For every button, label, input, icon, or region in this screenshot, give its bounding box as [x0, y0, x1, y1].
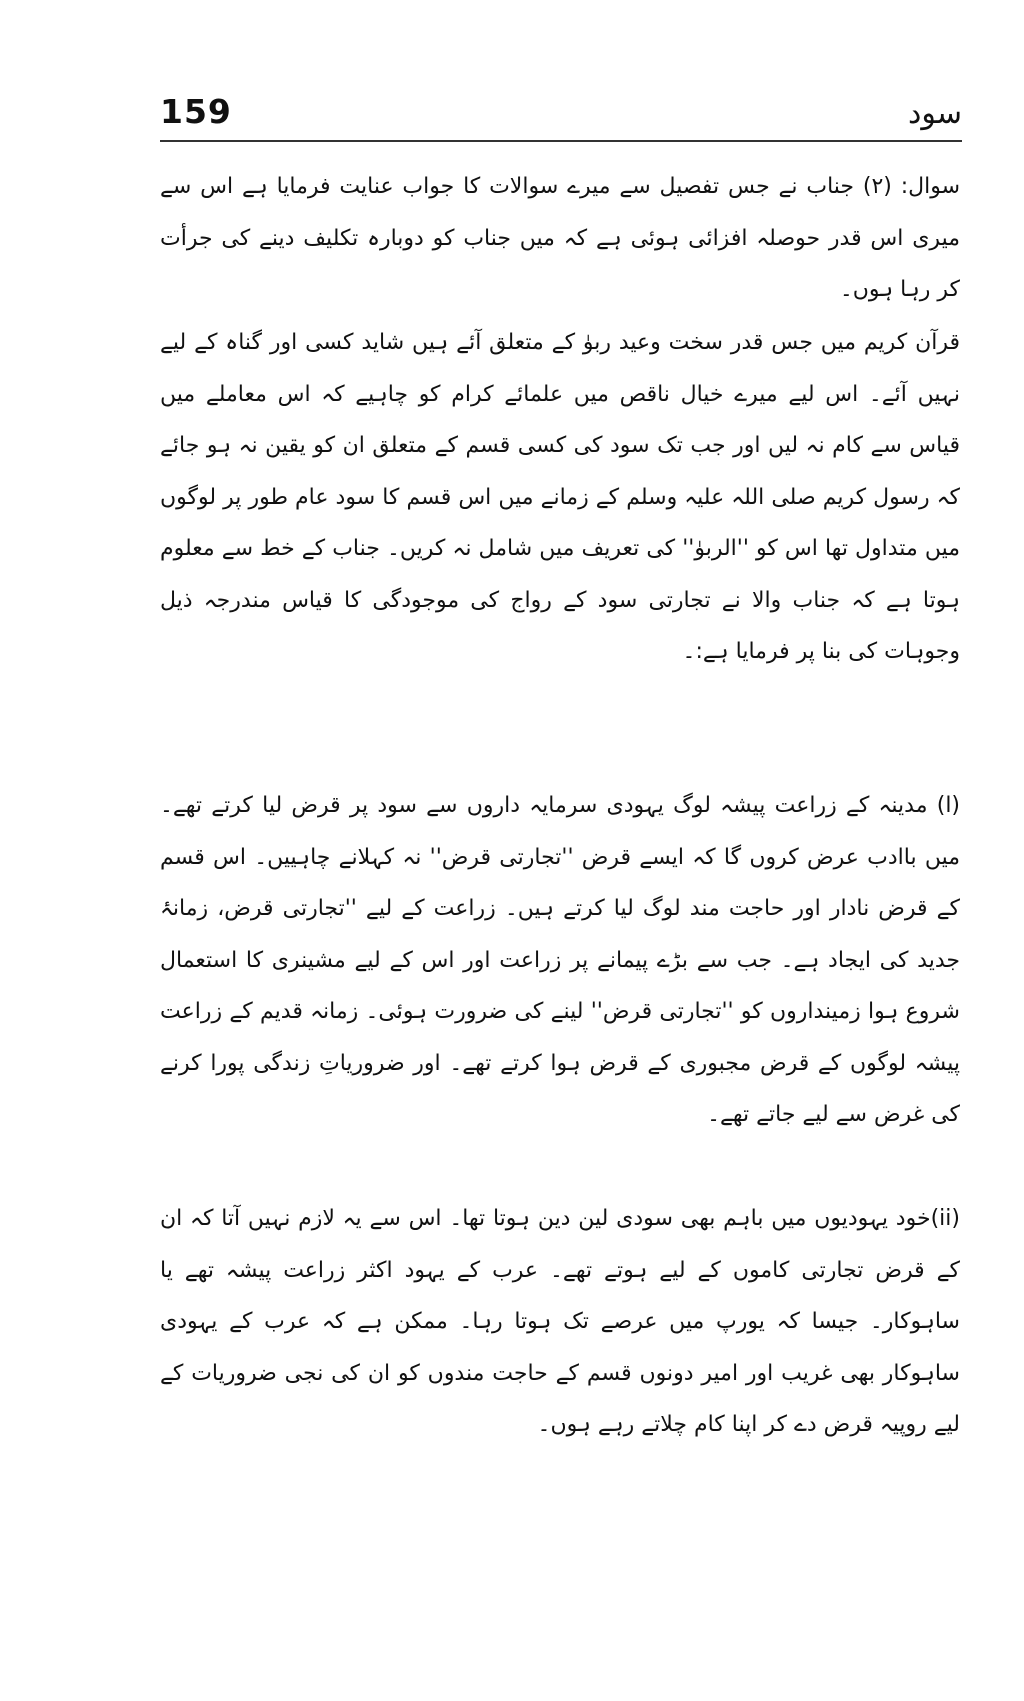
running-header-title: سود: [908, 96, 962, 131]
point-1-paragraph: [160, 780, 960, 1141]
point-2-text: خود یہودیوں میں باہم بھی سودی لین دین ہوتا تھا۔ اس سے یہ لازم نہیں آتا کہ ان کے قرض تجارتی کاموں کے لیے ہوتے تھے۔ عرب کے یہود اکثر زراعت پیشہ تھے یا ساہوکار۔ جیسا کہ یورپ میں عرصے تک ہوتا رہا۔ ممکن ہے کہ عرب کے یہودی ساہوکار بھی غریب اور امیر دونوں قسم کے حاجت مندوں کو ان کی نجی ضروریات کے لیے روپیہ قرض دے کر اپنا کام چلاتے رہے ہوں۔: [160, 1206, 960, 1437]
point-1-block: [160, 780, 960, 1141]
point-1-text: مدینہ کے زراعت پیشہ لوگ یہودی سرمایہ داروں سے سود پر قرض لیا کرتے تھے۔ میں باادب عرض کروں گا کہ ایسے قرض ''تجارتی قرض'' نہ کہلانے چاہییں۔ اس قسم کے قرض نادار اور حاجت مند لوگ لیا کرتے ہیں۔ زراعت کے لیے ''تجارتی قرض، زمانۂ جدید کی ایجاد ہے۔ جب سے بڑے پیمانے پر زراعت اور اس کے لیے مشینری کا استعمال شروع ہوا زمینداروں کو ''تجارتی قرض'' لینے کی ضرورت ہوئی۔ زمانہ قدیم کے زراعت پیشہ لوگوں کے قرض مجبوری کے قرض ہوا کرتے تھے۔ اور ضروریاتِ زندگی پورا کرنے کی غرض سے لیے جاتے تھے۔: [160, 793, 960, 1127]
main-paragraph-text: قرآن کریم میں جس قدر سخت وعید ربوٰ کے متعلق آئے ہیں شاید کسی اور گناہ کے لیے نہیں آئے۔ اس لیے میرے خیال ناقص میں علمائے کرام کو چاہیے کہ اس معاملے میں قیاس سے کام نہ لیں اور جب تک سود کی کسی قسم کے متعلق ان کو یقین نہ ہو جائے کہ رسول کریم صلی اللہ علیہ وسلم کے زمانے میں اس قسم کا سود عام طور پر لوگوں میں متداول تھا اس کو ''الربوٰ'' کی تعریف میں شامل نہ کریں۔ جناب کے خط سے معلوم ہوتا ہے کہ جناب والا نے تجارتی سود کے رواج کی موجودگی کا قیاس مندرجہ ذیل وجوہات کی بنا پر فرمایا ہے:۔: [160, 330, 961, 664]
page-number: 159: [160, 92, 232, 131]
point-2-paragraph: [160, 1193, 960, 1451]
question-block: [160, 161, 960, 316]
main-paragraph-block: [160, 317, 960, 678]
point-1-marker: (ا): [936, 793, 961, 818]
point-2-marker: (ii): [930, 1206, 960, 1231]
point-2-block: [160, 1193, 960, 1451]
question-text: سوال: (۲) جناب نے جس تفصیل سے میرے سوالات کا جواب عنایت فرمایا ہے اس سے میری اس قدر حوصلہ افزائی ہوئی ہے کہ میں جناب کو دوبارہ تکلیف دینے کی جرأت کر رہا ہوں۔: [160, 174, 960, 302]
header-divider: [160, 140, 962, 142]
